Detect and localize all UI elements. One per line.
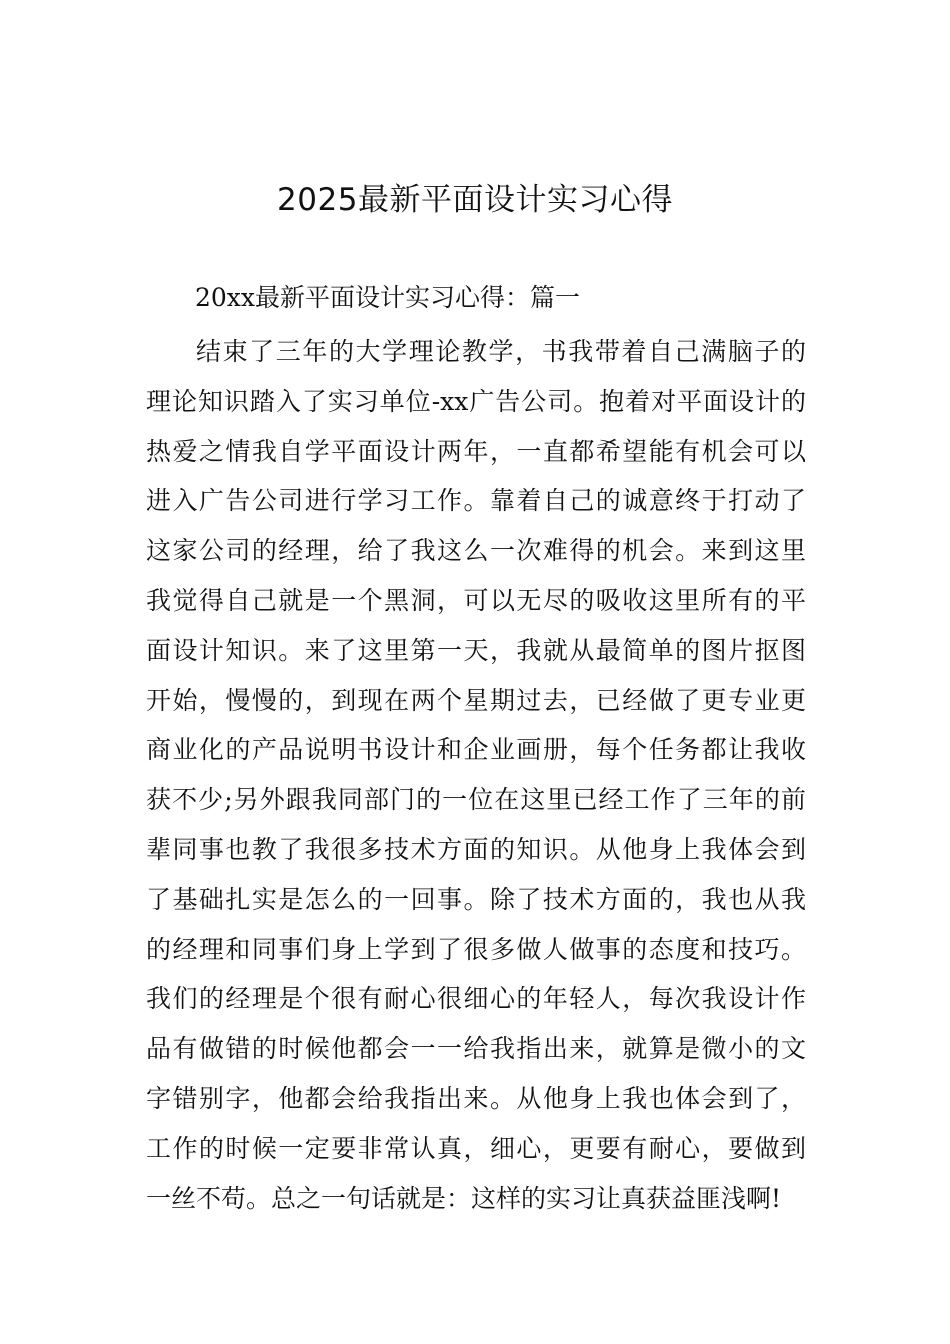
- body-paragraph: [146, 334, 806, 1230]
- paragraph-line: 一丝不苟。总之一句话就是：这样的实习让真获益匪浅啊!: [146, 1183, 782, 1213]
- paragraph-line: 辈同事也教了我很多技术方面的知识。从他身上我体会到: [146, 834, 806, 864]
- paragraph-line: 字错别字，他都会给我指出来。从他身上我也体会到了，: [146, 1083, 806, 1113]
- document-title: 2025最新平面设计实习心得: [277, 182, 673, 218]
- paragraph-line: 工作的时候一定要非常认真，细心，更要有耐心，要做到: [146, 1133, 806, 1163]
- paragraph-line: 开始，慢慢的，到现在两个星期过去，已经做了更专业更: [146, 685, 806, 715]
- paragraph-line: 的经理和同事们身上学到了很多做人做事的态度和技巧。: [146, 934, 806, 964]
- paragraph-line: 面设计知识。来了这里第一天，我就从最简单的图片抠图: [146, 635, 806, 665]
- paragraph-line: 品有做错的时候他都会一一给我指出来，就算是微小的文: [146, 1034, 806, 1064]
- paragraph-line: 商业化的产品说明书设计和企业画册，每个任务都让我收: [146, 735, 806, 765]
- paragraph-line: 我们的经理是个很有耐心很细心的年轻人，每次我设计作: [146, 984, 806, 1014]
- section-subtitle: 20xx最新平面设计实习心得：篇一: [195, 283, 581, 312]
- paragraph-line: 我觉得自己就是一个黑洞，可以无尽的吸收这里所有的平: [146, 585, 806, 615]
- paragraph-line: 这家公司的经理，给了我这么一次难得的机会。来到这里: [146, 536, 806, 566]
- paragraph-line: 获不少;另外跟我同部门的一位在这里已经工作了三年的前: [146, 785, 806, 815]
- paragraph-line: 了基础扎实是怎么的一回事。除了技术方面的，我也从我: [146, 884, 806, 914]
- paragraph-line: 进入广告公司进行学习工作。靠着自己的诚意终于打动了: [146, 486, 806, 516]
- paragraph-line: 理论知识踏入了实习单位-xx广告公司。抱着对平面设计的: [146, 386, 806, 416]
- paragraph-line: 结束了三年的大学理论教学，书我带着自己满脑子的: [196, 337, 806, 366]
- paragraph-line: 热爱之情我自学平面设计两年，一直都希望能有机会可以: [146, 436, 806, 466]
